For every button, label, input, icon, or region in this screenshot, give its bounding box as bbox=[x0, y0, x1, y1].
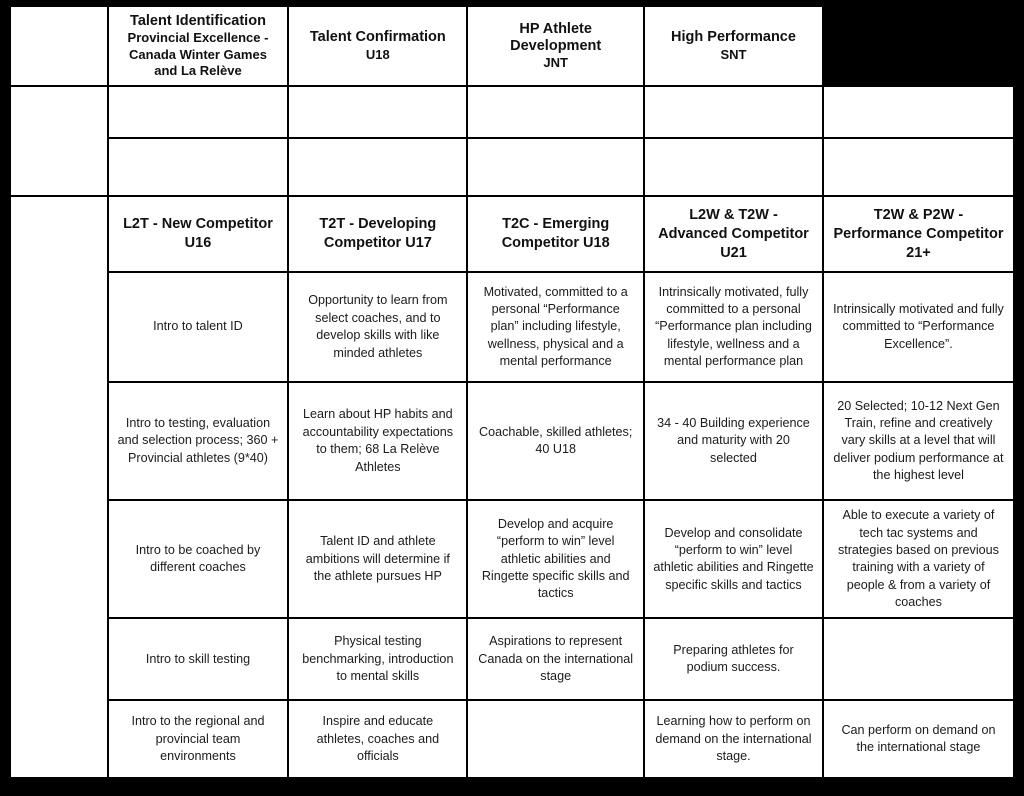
phase-subtitle: Provincial Excellence - Canada Winter Games and La Relève bbox=[127, 30, 269, 78]
phase-subtitle: JNT bbox=[543, 55, 568, 71]
phase-high-performance bbox=[644, 6, 823, 86]
objective-cell: Preparing athletes for podium success. bbox=[644, 618, 823, 700]
stage-desc-podium-potential: Preparation for High Performance bbox=[467, 138, 644, 196]
phase-subtitle: U18 bbox=[365, 46, 390, 62]
level-l2t: L2T - New Competitor U16 bbox=[108, 196, 289, 272]
objective-cell: Learn about HP habits and accountability expectations to them; 68 La Relève Athletes bbox=[288, 382, 467, 500]
phase-title: Talent Confirmation bbox=[309, 29, 446, 46]
level-t2c: T2C - Emerging Competitor U18 bbox=[467, 196, 644, 272]
objective-cell: Able to execute a variety of tech tac systems and strategies based on previous training with a variety of people & from a variety of coaches bbox=[823, 500, 1014, 618]
objective-cell: Intro to talent ID bbox=[108, 272, 289, 382]
phase-subtitle: SNT bbox=[720, 46, 747, 62]
stage-desc-podium: International Podium Success bbox=[823, 138, 1014, 196]
stage-name-row bbox=[10, 86, 1014, 138]
objective-cell: Intrinsically motivated and fully committed to “Performance Excellence”. bbox=[823, 272, 1014, 382]
objective-cell: Physical testing benchmarking, introduction to mental skills bbox=[288, 618, 467, 700]
objective-cell: Intro to the regional and provincial team environments bbox=[108, 700, 289, 778]
objective-row-4 bbox=[10, 618, 1014, 700]
objective-cell: Opportunity to learn from select coaches, and to develop skills with like minded athletes bbox=[288, 272, 467, 382]
objective-cell-empty bbox=[467, 700, 644, 778]
objective-cell: Intro to testing, evaluation and selection process; 360 + Provincial athletes (9*40) bbox=[108, 382, 289, 500]
objective-cell: Develop and consolidate “perform to win” level athletic abilities and Ringette specific skills and tactics bbox=[644, 500, 823, 618]
pathway-table bbox=[9, 5, 1015, 779]
objective-cell: Intro to skill testing bbox=[108, 618, 289, 700]
objective-row-1 bbox=[10, 272, 1014, 382]
objective-cell-empty bbox=[823, 618, 1014, 700]
stage-desc-podium-habits: Introduction to High Performance bbox=[288, 138, 467, 196]
phase-hp-athlete-development bbox=[467, 6, 644, 86]
objective-cell: Inspire and educate athletes, coaches and officials bbox=[288, 700, 467, 778]
key-objectives-label: KEY OBJE-CTIVES bbox=[10, 196, 108, 778]
objective-row-3 bbox=[10, 500, 1014, 618]
stage-description-row bbox=[10, 138, 1014, 196]
objective-cell: 34 - 40 Building experience and maturity with 20 selected bbox=[644, 382, 823, 500]
header-row bbox=[10, 6, 1014, 86]
ringette-canada-logo-icon bbox=[36, 118, 82, 164]
phase-title: Talent Identification bbox=[130, 13, 266, 29]
objective-cell: Talent ID and athlete ambitions will determine if the athlete pursues HP bbox=[288, 500, 467, 618]
phase-title: HP Athlete Development bbox=[510, 20, 602, 54]
phase-talent-confirmation bbox=[288, 6, 467, 86]
stage-name-podium-potential: Podium Potential bbox=[467, 86, 644, 138]
objective-cell: Motivated, committed to a personal “Performance plan” including lifestyle, wellness, physical and a mental performance bbox=[467, 272, 644, 382]
stage-desc-podium-ready: Pursuit of International Success bbox=[644, 138, 823, 196]
hp-pathway-matrix bbox=[0, 5, 1024, 796]
objective-cell: Develop and acquire “perform to win” level athletic abilities and Ringette specific skills and tactics bbox=[467, 500, 644, 618]
objective-cell: 20 Selected; 10-12 Next Gen Train, refine and creatively vary skills at a level that will deliver podium performance at the highest level bbox=[823, 382, 1014, 500]
objective-cell: Coachable, skilled athletes; 40 U18 bbox=[467, 382, 644, 500]
objective-cell: Learning how to perform on demand on the international stage. bbox=[644, 700, 823, 778]
level-t2w-p2w: T2W & P2W - Performance Competitor 21+ bbox=[823, 196, 1014, 272]
level-l2w-t2w: L2W & T2W - Advanced Competitor U21 bbox=[644, 196, 823, 272]
stage-name-podium-ready: Podium Ready bbox=[644, 86, 823, 138]
level-row bbox=[10, 196, 1014, 272]
level-t2t: T2T - Developing Competitor U17 bbox=[288, 196, 467, 272]
objective-row-5 bbox=[10, 700, 1014, 778]
objective-cell: Intro to be coached by different coaches bbox=[108, 500, 289, 618]
stage-name-podium: Podium bbox=[823, 86, 1014, 138]
objective-cell: Intrinsically motivated, fully committed to a personal “Performance plan including lifestyle, wellness and a mental performance plan bbox=[644, 272, 823, 382]
objective-cell: Can perform on demand on the international stage bbox=[823, 700, 1014, 778]
logo-cell bbox=[10, 86, 108, 196]
objective-row-2 bbox=[10, 382, 1014, 500]
stage-desc-emerging: Entry into HP Pathway bbox=[108, 138, 289, 196]
corner-spacer bbox=[10, 6, 108, 86]
objective-cell: Aspirations to represent Canada on the international stage bbox=[467, 618, 644, 700]
phase-title: High Performance bbox=[671, 29, 796, 46]
stage-name-emerging: Emerging bbox=[108, 86, 289, 138]
phase-talent-identification bbox=[108, 6, 289, 86]
stage-name-podium-habits: Podium Habits bbox=[288, 86, 467, 138]
